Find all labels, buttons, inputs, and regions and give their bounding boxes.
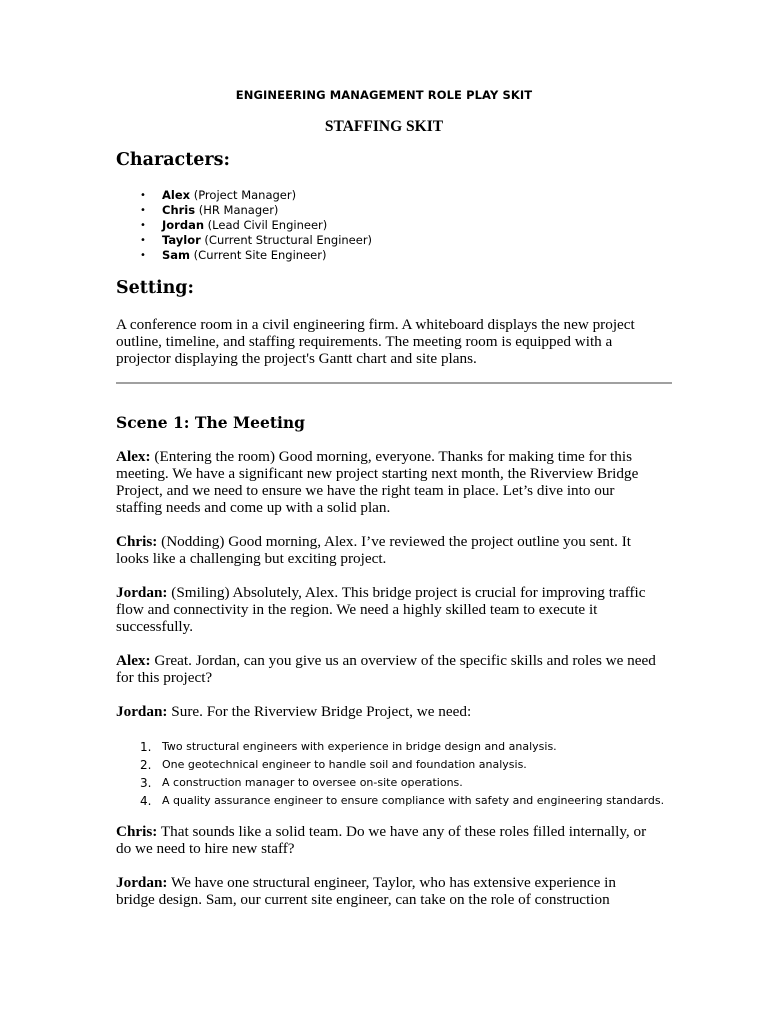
role-item [140,738,664,756]
roles-list [140,738,664,810]
skit-title: STAFFING SKIT [324,118,444,135]
character-name: Taylor [162,233,201,247]
character-role: (Project Manager) [190,188,297,202]
role-number: 3. [140,776,152,790]
character-item [140,203,372,218]
speaker-name: Jordan: [116,703,168,720]
scene-heading: Scene 1: The Meeting [116,413,306,432]
bullet-icon: • [140,220,146,231]
setting-paragraph: A conference room in a civil engineering firm. A whiteboard displays the new project outline, timeline, and staffing requirements. The meeting room is equipped with a projector displaying the project's Gantt chart and site plans. [116,316,635,367]
dialogue-text: Great. Jordan, can you give us an overview of the specific skills and roles we need for this project? [116,652,656,686]
speaker-name: Jordan: [116,584,168,601]
section-divider [116,382,672,384]
character-name: Alex [162,188,191,202]
characters-list [140,188,372,263]
dialogue-text: (Nodding) Good morning, Alex. I’ve reviewed the project outline you sent. It looks like a challenging but exciting project. [116,533,631,567]
dialogue-line [116,703,656,720]
dialogue-text: That sounds like a solid team. Do we have any of these roles filled internally, or do we need to hire new staff? [116,823,647,857]
dialogue-line [116,874,656,908]
role-text: A quality assurance engineer to ensure compliance with safety and engineering standards. [162,794,665,807]
document-title: ENGINEERING MANAGEMENT ROLE PLAY SKIT [235,88,533,102]
role-item [140,792,664,810]
dialogue-line [116,533,656,567]
speaker-name: Chris: [116,533,158,550]
dialogue-text: (Entering the room) Good morning, everyone. Thanks for making time for this meeting. We have a significant new project starting next month, the Riverview Bridge Project, and we need to ensure we have the right team in place. Let’s dive into our staffing needs and come up with a solid plan. [116,448,639,516]
dialogue-line [116,584,656,635]
role-number: 4. [140,794,152,808]
character-item [140,248,372,263]
dialogue-line [116,448,656,516]
bullet-icon: • [140,250,146,261]
dialogue-line [116,823,656,857]
character-role: (Current Structural Engineer) [200,233,373,247]
setting-heading: Setting: [116,278,195,298]
character-name: Sam [162,248,191,262]
speaker-name: Alex: [116,448,151,465]
dialogue-line [116,652,656,686]
dialogue-text: (Smiling) Absolutely, Alex. This bridge project is crucial for improving traffic flow and connectivity in the region. We need a highly skilled team to execute it successfully. [116,584,646,635]
role-number: 2. [140,758,152,772]
role-number: 1. [140,740,152,754]
character-role: (Lead Civil Engineer) [204,218,328,232]
role-text: A construction manager to oversee on-site operations. [162,776,463,789]
character-name: Chris [162,203,196,217]
role-item [140,756,664,774]
role-text: Two structural engineers with experience in bridge design and analysis. [162,740,557,753]
character-item [140,218,372,233]
character-role: (HR Manager) [195,203,279,217]
speaker-name: Alex: [116,652,151,669]
speaker-name: Chris: [116,823,158,840]
character-role: (Current Site Engineer) [190,248,327,262]
dialogue-text: We have one structural engineer, Taylor, who has extensive experience in bridge design. Sam, our current site engineer, can take on the role of construction [116,874,616,908]
character-item [140,233,372,248]
character-item [140,188,372,203]
character-name: Jordan [162,218,205,232]
role-item [140,774,664,792]
bullet-icon: • [140,205,146,216]
characters-heading: Characters: [116,150,230,170]
role-text: One geotechnical engineer to handle soil and foundation analysis. [162,758,527,771]
bullet-icon: • [140,190,146,201]
bullet-icon: • [140,235,146,246]
speaker-name: Jordan: [116,874,168,891]
dialogue-text: Sure. For the Riverview Bridge Project, we need: [167,703,472,720]
